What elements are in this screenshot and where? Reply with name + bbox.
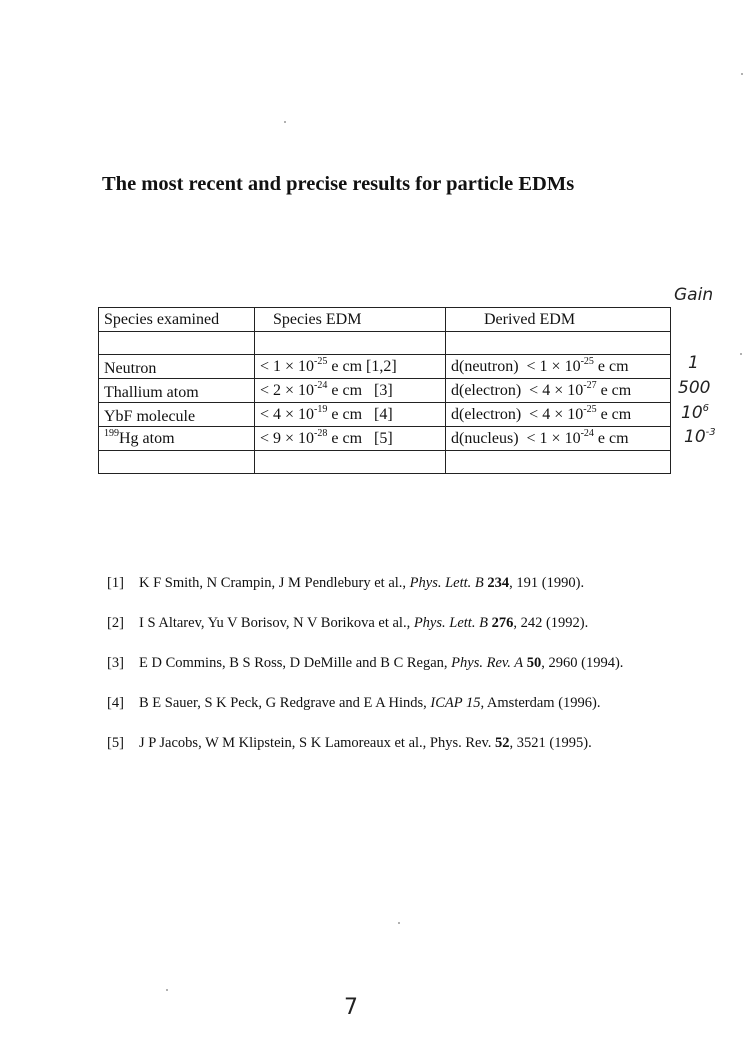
reference-item: [5] J P Jacobs, W M Klipstein, S K Lamoreaux et al., Phys. Rev. 52, 3521 (1995). bbox=[107, 735, 592, 751]
gain-value: 1 bbox=[688, 353, 699, 373]
table-spacer-row bbox=[99, 451, 671, 474]
derived-edm-cell: d(neutron) < $1 \times 10^{-25}$ e cm bbox=[446, 355, 671, 379]
reference-item: [2] I S Altarev, Yu V Borisov, N V Borikova et al., Phys. Lett. B 276, 242 (1992). bbox=[107, 615, 589, 631]
gain-value: 500 bbox=[678, 378, 711, 398]
reference-item: [1] K F Smith, N Crampin, J M Pendlebury et al., Phys. Lett. B 234, 191 (1990). bbox=[107, 575, 585, 591]
species-cell: Thallium atom bbox=[99, 379, 255, 403]
table-row bbox=[99, 403, 671, 427]
reference-item: [3] E D Commins, B S Ross, D DeMille and B C Regan, Phys. Rev. A 50, 2960 (1994). bbox=[107, 655, 624, 671]
header-species-examined: Species examined bbox=[99, 308, 255, 332]
table-header-row bbox=[99, 308, 671, 332]
table-row bbox=[99, 427, 671, 451]
gain-value: $10^{-3}$ bbox=[684, 427, 716, 447]
scan-speck bbox=[398, 922, 400, 924]
scan-speck bbox=[284, 121, 286, 123]
species-edm-cell: < $2 \times 10^{-24}$ e cm [3] bbox=[255, 379, 446, 403]
derived-edm-cell: d(nucleus) < $1 \times 10^{-24}$ e cm bbox=[446, 427, 671, 451]
reference-item: [4] B E Sauer, S K Peck, G Redgrave and E A Hinds, ICAP 15, Amsterdam (1996). bbox=[107, 695, 601, 711]
species-cell: $^{199}$Hg atom bbox=[99, 427, 255, 451]
header-species-edm: Species EDM bbox=[255, 308, 446, 332]
scan-speck bbox=[166, 989, 168, 991]
table-row bbox=[99, 379, 671, 403]
table-spacer-row bbox=[99, 332, 671, 355]
page-title: The most recent and precise results for particle EDMs bbox=[102, 173, 575, 195]
gain-value: $10^6$ bbox=[681, 403, 710, 423]
species-cell: YbF molecule bbox=[99, 403, 255, 427]
species-edm-cell: < $9 \times 10^{-28}$ e cm [5] bbox=[255, 427, 446, 451]
derived-edm-cell: d(electron) < $4 \times 10^{-25}$ e cm bbox=[446, 403, 671, 427]
species-edm-cell: < $4 \times 10^{-19}$ e cm [4] bbox=[255, 403, 446, 427]
header-derived-edm: Derived EDM bbox=[446, 308, 671, 332]
gain-column-header: Gain bbox=[674, 285, 714, 305]
scan-speck bbox=[740, 353, 742, 355]
page-number: 7 bbox=[344, 995, 358, 1020]
edm-results-table bbox=[98, 307, 671, 474]
species-cell: Neutron bbox=[99, 355, 255, 379]
derived-edm-cell: d(electron) < $4 \times 10^{-27}$ e cm bbox=[446, 379, 671, 403]
table-row bbox=[99, 355, 671, 379]
species-edm-cell: < $1 \times 10^{-25}$ e cm [1,2] bbox=[255, 355, 446, 379]
scan-speck bbox=[741, 73, 743, 75]
